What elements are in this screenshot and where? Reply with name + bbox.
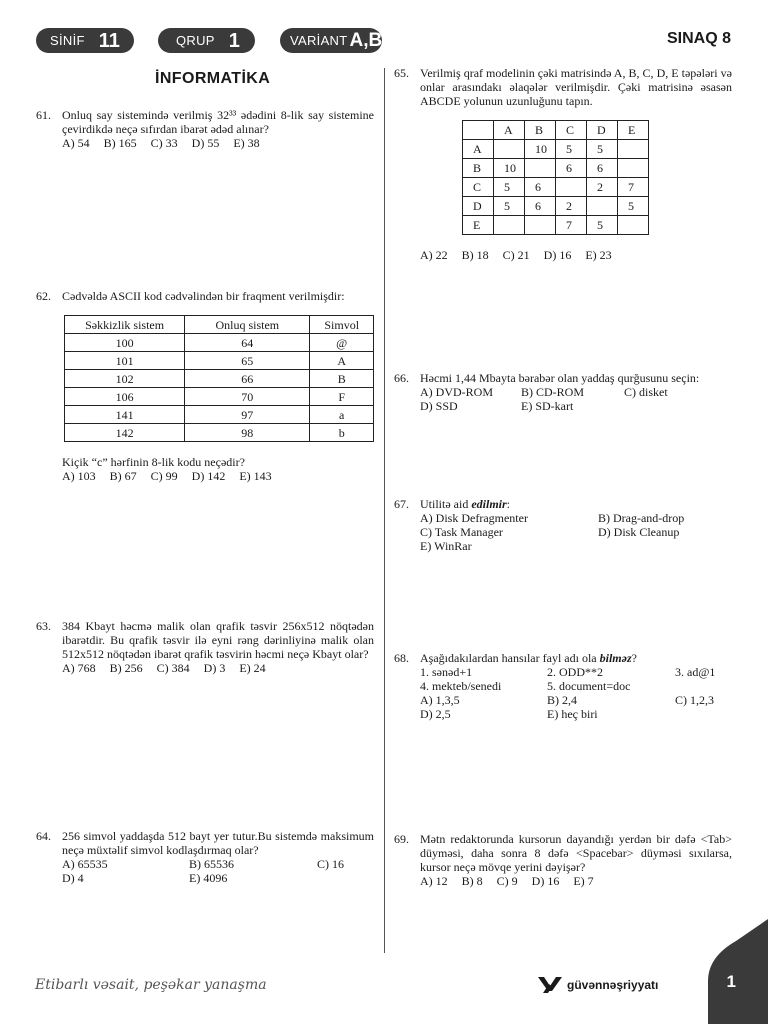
statement-item: 2. ODD**2 — [547, 665, 603, 679]
subject-title: İNFORMATİKA — [155, 70, 271, 87]
table-cell: 10 — [494, 159, 525, 178]
option-a: A) Disk Defragmenter — [420, 511, 528, 525]
question-number: 66. — [394, 371, 409, 385]
table-header-cell: Onluq sistem — [185, 316, 310, 334]
option-a: A) 1,3,5 — [420, 693, 460, 707]
option-b: B) 165 — [103, 136, 137, 150]
stem-text: Utilitə aid — [420, 497, 472, 511]
group-label: QRUP — [176, 32, 215, 48]
table-row — [463, 178, 649, 197]
answer-options — [62, 661, 374, 675]
variant-pill — [280, 28, 382, 53]
question-stem: Mətn redaktorunda kursorun dayandığı yerdən bir dəfə <Tab> düyməsi, daha sonra 8 dəfə <Spacebar> düyməsi sıxılarsa, kursor neçə mövqe yerini dəyişər? — [420, 832, 732, 874]
option-d: D) Disk Cleanup — [598, 525, 680, 539]
table-cell: 97 — [185, 406, 310, 424]
option-a: A) 54 — [62, 136, 90, 150]
table-row — [463, 140, 649, 159]
option-e: E) 4096 — [189, 871, 228, 885]
option-e: E) 38 — [233, 136, 260, 150]
table-header-row — [65, 316, 374, 334]
question-64 — [36, 829, 374, 885]
question-stem: Həcmi 1,44 Mbayta bərabər olan yaddaş qurğusunu seçin: — [420, 371, 700, 385]
option-a: A) DVD-ROM — [420, 385, 493, 399]
option-c: C) disket — [624, 385, 668, 399]
table-row — [463, 121, 649, 140]
table-cell: 2 — [556, 197, 587, 216]
table-cell: A — [463, 140, 494, 159]
table-cell: @ — [310, 334, 374, 352]
table-cell: 5 — [618, 197, 649, 216]
option-a: A) 103 — [62, 469, 96, 483]
table-row — [65, 388, 374, 406]
question-stem — [420, 651, 732, 665]
option-d: D) 4 — [62, 871, 84, 885]
table-cell: 106 — [65, 388, 185, 406]
question-65 — [394, 66, 732, 262]
statement-item: 3. ad@1 — [675, 665, 716, 679]
question-69 — [394, 832, 732, 888]
answer-options — [420, 874, 732, 888]
table-cell: 5 — [587, 216, 618, 235]
option-b: B) CD-ROM — [521, 385, 585, 399]
question-stem: 256 simvol yaddaşda 512 bayt yer tutur.Bu sistemdə maksimum neçə müxtəlif simvol kodlaşdırmaq olar? — [62, 829, 374, 857]
table-cell: 6 — [556, 159, 587, 178]
statement-item: 1. sənəd+1 — [420, 665, 473, 679]
question-number: 67. — [394, 497, 409, 511]
table-cell: C — [463, 178, 494, 197]
table-cell: 6 — [525, 197, 556, 216]
table-cell — [494, 216, 525, 235]
table-cell: C — [556, 121, 587, 140]
table-cell: B — [525, 121, 556, 140]
table-row — [65, 352, 374, 370]
table-cell: 66 — [185, 370, 310, 388]
option-b: B) 256 — [109, 661, 143, 675]
option-e: E) 7 — [573, 874, 594, 888]
variant-value: A,B — [349, 29, 383, 51]
table-cell: 142 — [65, 424, 185, 442]
table-cell: 5 — [494, 197, 525, 216]
question-stem: Verilmiş qraf modelinin çəki matrisində A, B, C, D, E təpələri və onlar arasındakı əlaqələr verilmişdir. Çəki matrisinə əsasən ABCDE yolunun uzunluğunu tapın. — [420, 66, 732, 108]
table-cell: 7 — [556, 216, 587, 235]
table-cell: 98 — [185, 424, 310, 442]
answer-options — [420, 248, 732, 262]
answer-options — [62, 857, 374, 885]
option-a: A) 768 — [62, 661, 96, 675]
table-cell: D — [463, 197, 494, 216]
table-cell: D — [587, 121, 618, 140]
publisher-brand — [537, 975, 658, 995]
table-cell: 100 — [65, 334, 185, 352]
table-cell: 2 — [587, 178, 618, 197]
option-b: B) Drag-and-drop — [598, 511, 685, 525]
table-row — [65, 370, 374, 388]
question-68 — [394, 651, 732, 721]
table-cell: E — [463, 216, 494, 235]
question-66 — [394, 371, 732, 413]
question-stem: Onluq say sistemində verilmiş 32³³ ədədini 8-lik say sistemine çevirdikdə neçə sıfırdan ibarət ədəd alınar? — [62, 108, 374, 136]
stem-emphasis: edilmir — [471, 497, 507, 511]
table-cell — [463, 121, 494, 140]
table-cell: 5 — [494, 178, 525, 197]
table-cell: 64 — [185, 334, 310, 352]
grade-label: SİNİF — [50, 32, 85, 48]
table-cell: b — [310, 424, 374, 442]
table-cell: 65 — [185, 352, 310, 370]
option-c: C) Task Manager — [420, 525, 503, 539]
table-cell — [494, 140, 525, 159]
stem-text: Aşağıdakılardan hansılar fayl adı ola — [420, 651, 600, 665]
option-e: E) SD-kart — [521, 399, 574, 413]
table-row — [463, 216, 649, 235]
table-cell: 101 — [65, 352, 185, 370]
option-c: C) 1,2,3 — [675, 693, 714, 707]
publisher-logo-icon — [537, 975, 563, 995]
stem-emphasis: bilməz — [599, 651, 632, 665]
table-cell — [525, 159, 556, 178]
statement-item: 5. document=doc — [547, 679, 631, 693]
question-62 — [36, 289, 374, 483]
table-cell — [556, 178, 587, 197]
option-c: C) 21 — [502, 248, 530, 262]
page-corner-shape — [708, 919, 768, 1024]
option-b: B) 65536 — [189, 857, 234, 871]
option-c: C) 99 — [150, 469, 178, 483]
question-number: 68. — [394, 651, 409, 665]
table-cell — [587, 197, 618, 216]
option-e: E) 24 — [239, 661, 266, 675]
answer-options — [420, 693, 732, 721]
option-b: B) 8 — [461, 874, 483, 888]
stem-text: ? — [631, 651, 637, 665]
option-e: E) heç biri — [547, 707, 598, 721]
answer-options — [420, 511, 732, 553]
table-cell — [525, 216, 556, 235]
table-cell: E — [618, 121, 649, 140]
option-e: E) 23 — [585, 248, 612, 262]
statement-item: 4. mekteb/senedi — [420, 679, 502, 693]
publisher-name: güvənnəşriyyatı — [567, 978, 659, 992]
table-cell: A — [494, 121, 525, 140]
question-number: 63. — [36, 619, 51, 633]
statement-list — [420, 665, 732, 693]
question-number: 65. — [394, 66, 409, 80]
question-prompt: Kiçik “c” hərfinin 8-lik kodu neçədir? — [62, 455, 245, 469]
question-number: 61. — [36, 108, 51, 122]
footer-slogan: Etibarlı vəsait, peşəkar yanaşma — [35, 977, 267, 993]
page-number: 1 — [726, 972, 736, 991]
question-number: 64. — [36, 829, 51, 843]
weight-matrix — [462, 120, 649, 235]
table-cell: F — [310, 388, 374, 406]
option-d: D) SSD — [420, 399, 458, 413]
table-row — [463, 197, 649, 216]
option-a: A) 12 — [420, 874, 448, 888]
question-number: 62. — [36, 289, 51, 303]
table-row — [463, 159, 649, 178]
option-d: D) 3 — [203, 661, 226, 675]
table-cell: a — [310, 406, 374, 424]
table-cell: B — [463, 159, 494, 178]
option-e: E) WinRar — [420, 539, 472, 553]
column-divider — [384, 68, 385, 953]
table-cell — [618, 216, 649, 235]
ascii-table — [64, 315, 374, 442]
option-b: B) 18 — [461, 248, 489, 262]
table-cell: 70 — [185, 388, 310, 406]
question-stem — [420, 497, 732, 511]
option-d: D) 16 — [543, 248, 572, 262]
table-row — [65, 334, 374, 352]
grade-value: 11 — [98, 29, 120, 52]
table-cell: 7 — [618, 178, 649, 197]
table-cell: 141 — [65, 406, 185, 424]
option-c: C) 16 — [317, 857, 344, 871]
question-number: 69. — [394, 832, 409, 846]
option-b: B) 67 — [109, 469, 137, 483]
table-cell: B — [310, 370, 374, 388]
table-cell — [618, 140, 649, 159]
variant-label: VARİANT — [290, 32, 348, 48]
stem-text: : — [506, 497, 511, 511]
table-cell: 6 — [525, 178, 556, 197]
table-header-cell: Simvol — [310, 316, 374, 334]
answer-options — [62, 136, 374, 150]
table-cell: A — [310, 352, 374, 370]
answer-options — [62, 469, 374, 483]
grade-pill — [36, 28, 134, 53]
question-stem: Cədvəldə ASCII kod cədvəlindən bir fraqment verilmişdir: — [62, 289, 345, 303]
table-cell: 5 — [556, 140, 587, 159]
option-c: C) 384 — [156, 661, 190, 675]
table-cell — [618, 159, 649, 178]
option-d: D) 2,5 — [420, 707, 451, 721]
question-63 — [36, 619, 374, 675]
option-c: C) 9 — [496, 874, 518, 888]
table-cell: 6 — [587, 159, 618, 178]
option-b: B) 2,4 — [547, 693, 577, 707]
table-row — [65, 424, 374, 442]
table-cell: 5 — [587, 140, 618, 159]
option-d: D) 142 — [191, 469, 226, 483]
table-header-cell: Səkkizlik sistem — [65, 316, 185, 334]
option-d: D) 55 — [191, 136, 220, 150]
option-d: D) 16 — [531, 874, 560, 888]
table-cell: 102 — [65, 370, 185, 388]
question-67 — [394, 497, 732, 553]
group-value: 1 — [228, 29, 240, 52]
table-cell: 10 — [525, 140, 556, 159]
exam-title: SINAQ 8 — [666, 30, 731, 47]
group-pill — [158, 28, 255, 53]
option-a: A) 65535 — [62, 857, 108, 871]
option-a: A) 22 — [420, 248, 448, 262]
question-61 — [36, 108, 374, 150]
option-c: C) 33 — [150, 136, 178, 150]
question-stem: 384 Kbayt həcmə malik olan qrafik təsvir 256x512 nöqtədən ibarətdir. Bu qrafik təsvir ilə eyni rəng dərinliyinə malik olan 512x512 nöqtədən ibarət qrafik təsvirin həcmi neçə Kbayt olar? — [62, 619, 374, 661]
answer-options — [420, 385, 732, 413]
table-row — [65, 406, 374, 424]
option-e: E) 143 — [239, 469, 272, 483]
